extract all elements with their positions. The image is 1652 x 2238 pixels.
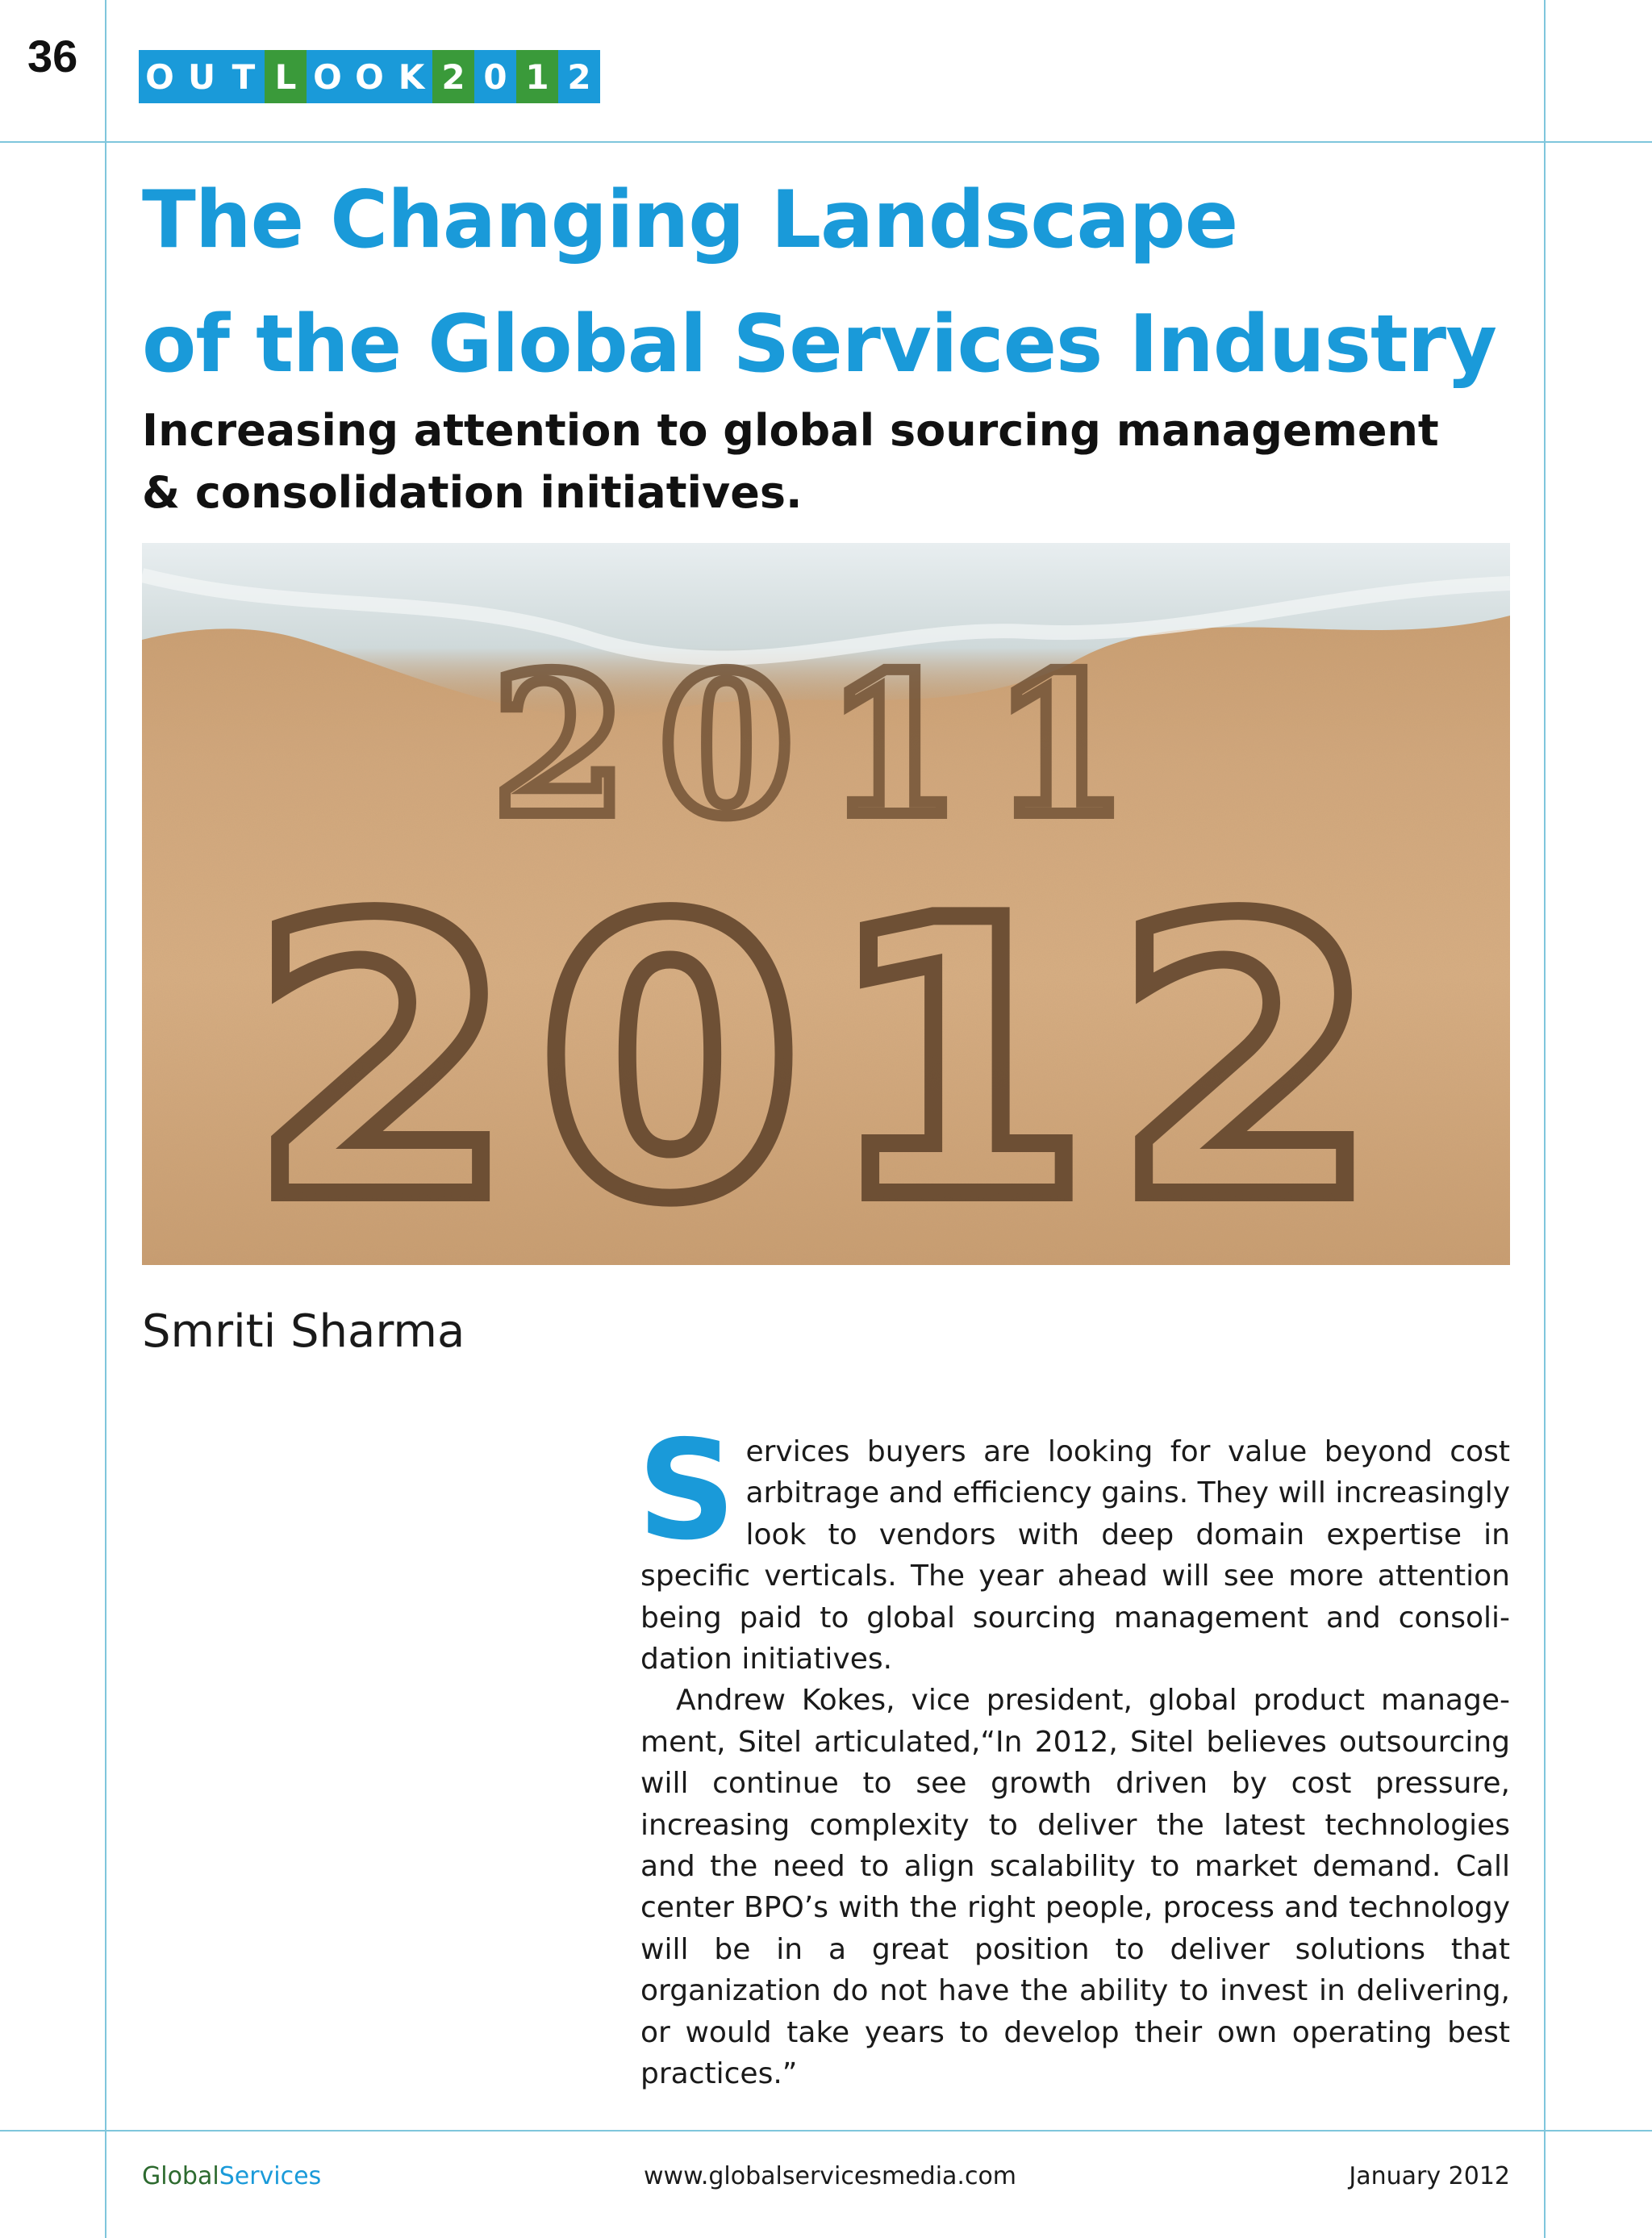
paragraph-1-text: ervices buyers are looking for value beyond cost arbitrage and efficiency gains. They will increasingly look to vendors with deep domain expertise in specific verticals. The year ahead will see more attention being paid to global sourcing management and consolidation initiatives. xyxy=(640,1435,1510,1676)
subtitle-line-1: Increasing attention to global sourcing management xyxy=(142,405,1439,456)
year-2012-in-sand: 2012 xyxy=(249,841,1403,1265)
title-line-2: of the Global Services Industry xyxy=(142,299,1497,390)
paragraph-2: Andrew Kokes, vice president, global product management, Sitel articulated,“In 2012, Sitel believes outsourcing will continue to see growth driven by cost pressure, increasing complexity to deliver the latest technologies and the need to align scalability to market demand. Call center BPO’s with the right people, process and technology will be in a great position to deliver solutions that organization do not have the ability to invest in delivering, or would take years to develop their own operating best practices.” xyxy=(640,1684,1510,2091)
article-body xyxy=(637,1411,1510,2095)
year-2011-in-sand: 2011 xyxy=(492,632,1160,859)
kicker-letter: 0 xyxy=(474,50,516,103)
section-kicker xyxy=(139,50,600,103)
subtitle-line-2: & consolidation initiatives. xyxy=(142,467,803,518)
kicker-letter: O xyxy=(348,50,390,103)
kicker-letter: T xyxy=(223,50,265,103)
article-title xyxy=(142,158,1562,407)
beach-sand-photo xyxy=(142,543,1510,1265)
drop-cap: S xyxy=(637,1411,736,1571)
title-line-1: The Changing Landscape xyxy=(142,174,1238,266)
kicker-letter: 2 xyxy=(558,50,600,103)
footer-url: www.globalservicesmedia.com xyxy=(644,2162,1017,2190)
kicker-letter: O xyxy=(139,50,181,103)
kicker-letter: O xyxy=(307,50,348,103)
kicker-letter: U xyxy=(181,50,223,103)
footer-brand-part2: Services xyxy=(219,2162,322,2190)
paragraph-1 xyxy=(637,1411,1510,1680)
footer-brand-part1: Global xyxy=(142,2162,219,2190)
footer-rule xyxy=(0,2130,1652,2132)
kicker-letter: 1 xyxy=(516,50,558,103)
left-margin-rule xyxy=(105,0,106,2238)
footer-date: January 2012 xyxy=(1349,2162,1510,2190)
header-rule xyxy=(0,141,1652,143)
kicker-letter: L xyxy=(265,50,307,103)
author-byline: Smriti Sharma xyxy=(142,1305,465,1358)
kicker-letter: 2 xyxy=(432,50,474,103)
page-number: 36 xyxy=(27,31,78,81)
kicker-letter: K xyxy=(390,50,432,103)
article-subtitle xyxy=(142,399,1562,524)
footer-brand xyxy=(142,2162,321,2190)
